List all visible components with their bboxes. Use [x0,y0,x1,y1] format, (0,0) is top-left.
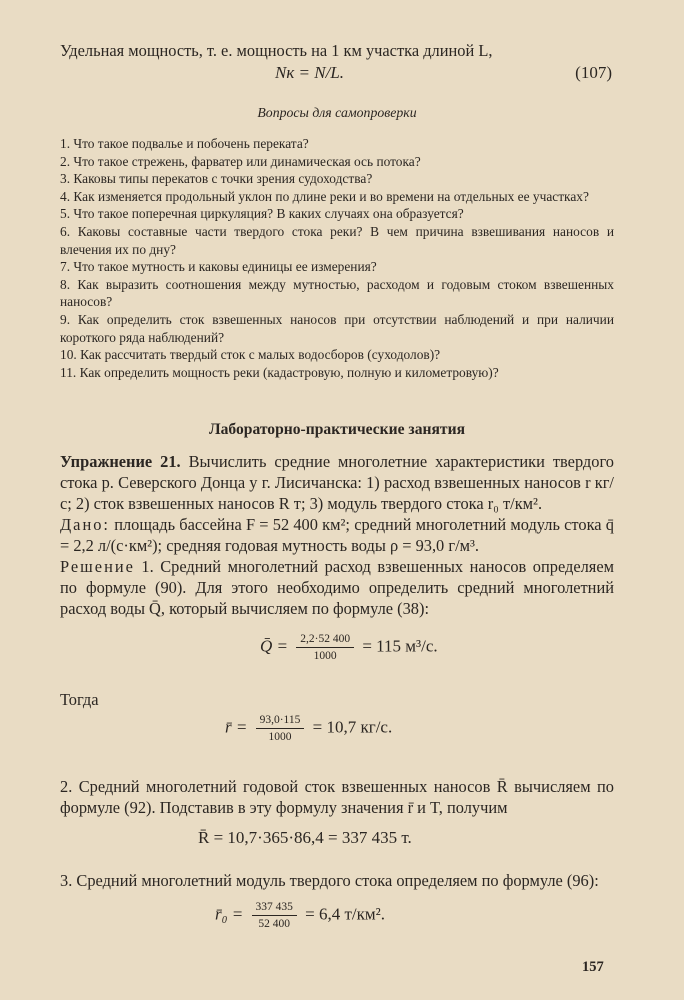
list-item: 4. Как изменяется продольный уклон по длине реки и во времени на отдельных ее участках? [60,188,589,204]
solution-step3: 3. Средний многолетний модуль твердого стока определяем по формуле (96): [60,871,599,891]
list-item: 2. Что такое стрежень, фарватер или динамическая ось потока? [60,153,421,169]
formula-107 [60,63,614,89]
given-text: площадь бассейна F = 52 400 км²; средний многолетний модуль стока q̄ = 2,2 л/(с·км²); средняя годовая мутность воды ρ = 93,0 г/м³. [60,515,614,556]
formula-107-number: (107) [575,63,612,82]
list-item: 6. Каковы составные части твердого стока реки? В чем причина взвешивания наносов и влечения их по дну? [60,223,614,257]
given-paragraph [60,514,614,556]
equation-q-denominator: 1000 [313,650,337,663]
page-number: 157 [582,959,604,975]
solution-step1 [60,556,614,619]
list-item: 7. Что такое мутность и каковы единицы ее измерения? [60,259,377,275]
list-item: 1. Что такое подвалье и побочень переката? [60,136,309,151]
equation-r-lhs: r̄ = [225,717,248,737]
questions-list [60,135,614,381]
solution-step1-text: 1. Средний многолетний расход взвешенных наносов определяем по формуле (90). Для этого необходимо определить средний многолетний расход воды Q̄, который вычисляем по формуле (38): [60,557,614,619]
list-item: 8. Как выразить соотношения между мутностью, расходом и годовым стоком взвешенных наносов? [60,276,614,310]
given-label: Дано: [60,515,110,535]
equation-q-fraction [296,633,354,662]
equation-r-denominator: 1000 [268,731,292,744]
equation-q-rhs: = 115 м³/с. [362,636,438,656]
page-content [60,40,614,951]
equation-r0-numerator: 337 435 [252,901,297,916]
exercise-title: Упражнение 21. [60,452,181,472]
equation-q-numerator: 2,2·52 400 [296,633,354,648]
equation-r0-rhs: = 6,4 т/км². [305,904,385,924]
equation-r0-fraction [252,901,297,930]
list-item: 3. Каковы типы перекатов с точки зрения судоходства? [60,171,373,187]
solution-label: Решение [60,557,135,577]
equation-r0-denominator: 52 400 [258,918,290,931]
solution-step2: 2. Средний многолетний годовой сток взвешенных наносов R̄ вычисляем по формуле (92). Подставив в эту формулу значения r̄ и T, получим [60,777,614,818]
intro-text: Удельная мощность, т. е. мощность на 1 км участка длиной L, [60,41,493,60]
equation-r0 [60,901,614,951]
equation-r-fraction [256,714,305,743]
list-item: 5. Что такое поперечная циркуляция? В каких случаях она образуется? [60,206,464,222]
equation-q [60,633,614,683]
equation-r0-lhs: r̄₀ = [215,904,244,924]
equation-R: R̄ = 10,7·365·86,4 = 337 435 т. [198,828,412,848]
lab-heading: Лабораторно-практические занятия [208,421,466,439]
exercise-text: Вычислить средние многолетние характеристики твердого стока р. Северского Донца у г. Лисичанска: 1) расход взвешенных наносов r кг/с; 2) сток взвешенных наносов R т; 3) модуль твердого стока r₀ т/км². [60,452,614,514]
exercise-paragraph [60,451,614,514]
then-text: Тогда [60,690,99,710]
questions-heading: Вопросы для самопроверки [257,105,417,120]
list-item: 11. Как определить мощность реки (кадастровую, полную и километровую)? [60,364,499,380]
equation-r-numerator: 93,0·115 [256,714,305,729]
equation-r [60,714,614,764]
equation-q-lhs: Q̄ = [260,636,288,656]
formula-107-expr: Nк = N/L. [275,63,345,82]
list-item: 10. Как рассчитать твердый сток с малых водосборов (суходолов)? [60,347,441,363]
equation-r-rhs: = 10,7 кг/с. [312,717,393,737]
list-item: 9. Как определить сток взвешенных наносов при отсутствии наблюдений и при наличии короткого ряда наблюдений? [60,311,614,345]
